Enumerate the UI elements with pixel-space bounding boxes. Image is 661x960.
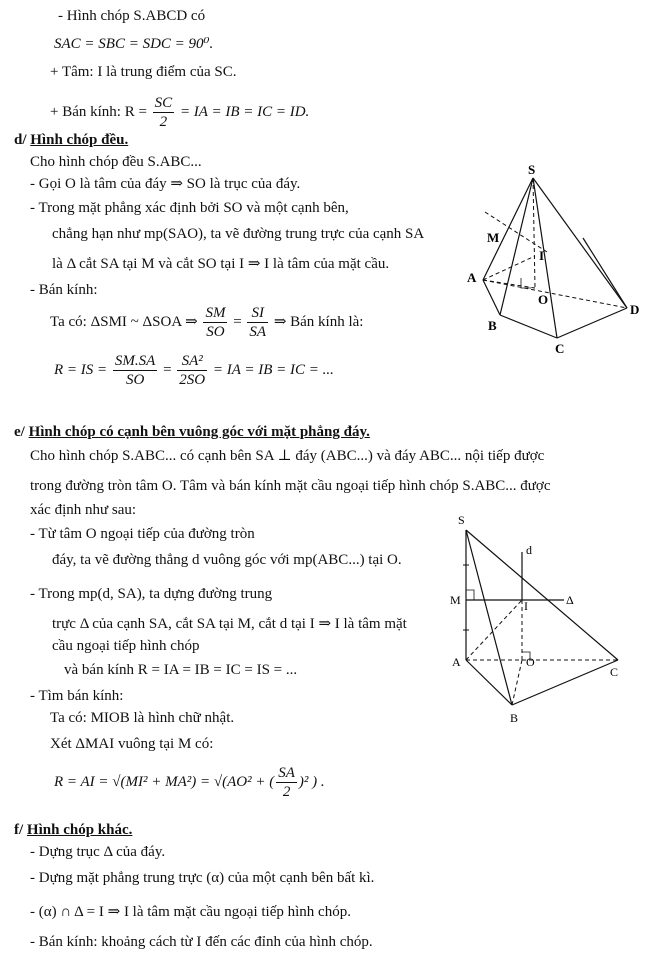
fig1-label-a: A xyxy=(467,270,477,285)
sec-d-line-2: - Gọi O là tâm của đáy ⇒ SO là trục của đáy. xyxy=(30,176,301,192)
sec-f-heading xyxy=(14,820,132,840)
sec-d-ratio-line xyxy=(50,300,363,344)
fig2-label-o: O xyxy=(526,655,535,669)
sec-d-radius-pre: R = IS = xyxy=(54,362,108,378)
sec-c-center: + Tâm: I là trung điểm của SC. xyxy=(50,64,237,80)
sec-d-title: Hình chóp đều. xyxy=(30,132,129,148)
sec-c-fraction: $\frac{SC}{2}$ xyxy=(154,95,173,131)
fig1-label-c: C xyxy=(555,341,565,356)
sec-d-radius-post: = IA = IB = IC = ... xyxy=(212,362,334,378)
sec-d-equals: = xyxy=(233,314,242,330)
figure-perpendicular-pyramid xyxy=(440,510,650,730)
sec-e-label: e/ xyxy=(14,424,25,440)
sec-e-line-6: - Trong mp(d, SA), ta dựng đường trung xyxy=(30,586,273,602)
sec-e-line-3: xác định như sau: xyxy=(30,502,137,518)
fig1-label-d: D xyxy=(630,302,640,317)
sec-f-line-4: - Bán kính: khoảng cách từ I đến các đỉnh của hình chóp. xyxy=(30,934,373,950)
sec-e-line-2: trong đường tròn tâm O. Tâm và bán kính mặt cầu ngoại tiếp hình chóp S.ABC... được xyxy=(30,478,551,494)
sec-d-radius-line: R = IS = $\frac{SM.SA}{SO}$ = $\frac{\text{SA²}}{2SO}$ = IA = IB = IC = ... xyxy=(54,353,334,389)
sec-e-title: Hình chóp có cạnh bên vuông góc với mặt phẳng đáy. xyxy=(28,424,370,440)
sec-d-ratio-pre: Ta có: ΔSMI ~ ΔSOA ⇒ xyxy=(50,314,198,330)
sec-c-radius-pre: + Bán kính: R = xyxy=(50,104,147,120)
sec-d-frac-sm-so: $\frac{SM}{SO}$ xyxy=(205,305,226,341)
sec-d-ratio-post: ⇒ Bán kính là: xyxy=(273,314,364,330)
sec-c-angles: SAC = SBC = SDC = 90⁰. xyxy=(54,36,214,52)
sec-d-heading xyxy=(14,130,128,150)
sec-d-line-1: Cho hình chóp đều S.ABC... xyxy=(30,154,202,170)
sec-c-radius-post: = IA = IB = IC = ID. xyxy=(179,104,310,120)
figure-regular-pyramid xyxy=(455,160,655,360)
fig2-label-a: A xyxy=(452,655,461,669)
fig1-label-i: I xyxy=(539,248,545,263)
sec-e-radius-formula xyxy=(54,758,325,806)
sec-d-frac-smsa: $\frac{SM.SA}{SO}$ xyxy=(114,353,156,389)
fig2-label-m: M xyxy=(450,593,461,607)
sec-c-radius xyxy=(50,90,309,134)
sec-d-frac-sa2: $\frac{\text{SA²}}{2SO}$ xyxy=(179,353,206,389)
sec-e-line-4: - Từ tâm O ngoại tiếp của đường tròn xyxy=(30,526,255,542)
sec-e-heading xyxy=(14,422,370,442)
fig2-label-c: C xyxy=(610,665,619,679)
sec-e-line-12: Xét ΔMAI vuông tại M có: xyxy=(50,736,214,752)
sec-d-line-3: - Trong mặt phẳng xác định bởi SO và một cạnh bên, xyxy=(30,200,349,216)
sec-d-line-5: là Δ cắt SA tại M và cắt SO tại I ⇒ I là tâm của mặt cầu. xyxy=(52,256,390,272)
fig1-label-o: O xyxy=(538,292,549,307)
sec-f-line-2: - Dựng mặt phẳng trung trực (α) của một cạnh bên bất kì. xyxy=(30,870,375,886)
sec-e-formula-pre: R = AI = √(MI² + MA²) = √(AO² + ( xyxy=(54,774,275,790)
sec-f-title: Hình chóp khác. xyxy=(26,822,133,838)
sec-e-formula-post: )² ) . xyxy=(298,774,325,790)
sec-e-line-1: Cho hình chóp S.ABC... có cạnh bên SA ⊥ đáy (ABC...) và đáy ABC... nội tiếp được xyxy=(30,448,545,464)
sec-e-line-11: Ta có: MIOB là hình chữ nhật. xyxy=(50,710,235,726)
fig2-label-s: S xyxy=(458,513,465,527)
sec-c-line-1: - Hình chóp S.ABCD có xyxy=(58,8,206,24)
sec-e-line-9: và bán kính R = IA = IB = IC = IS = ... xyxy=(64,662,298,678)
fig1-label-s: S xyxy=(528,162,536,177)
fig2-label-i: I xyxy=(524,599,528,613)
sec-e-line-5: đáy, ta vẽ đường thẳng d vuông góc với mp(ABC...) tại O. xyxy=(52,552,402,568)
sec-d-label: d/ xyxy=(14,132,27,148)
sec-e-line-7: trực Δ của cạnh SA, cắt SA tại M, cắt d tại I ⇒ I là tâm mặt xyxy=(52,616,407,632)
fig2-label-b: B xyxy=(510,711,519,725)
sec-e-line-8: cầu ngoại tiếp hình chóp xyxy=(52,638,200,654)
sec-f-line-3: - (α) ∩ Δ = I ⇒ I là tâm mặt cầu ngoại tiếp hình chóp. xyxy=(30,904,351,920)
sec-d-line-6: - Bán kính: xyxy=(30,282,98,298)
fig2-label-d: d xyxy=(526,543,532,557)
fig1-label-b: B xyxy=(488,318,497,333)
sec-e-line-10: - Tìm bán kính: xyxy=(30,688,124,704)
fig1-label-m: M xyxy=(487,230,500,245)
sec-d-frac-si-sa: $\frac{SI}{SA}$ xyxy=(249,305,267,341)
sec-d-line-4: chẳng hạn như mp(SAO), ta vẽ đường trung trực của cạnh SA xyxy=(52,226,425,242)
sec-f-label: f/ xyxy=(14,822,24,838)
fig2-label-delta: Δ xyxy=(566,593,574,607)
sec-f-line-1: - Dựng trục Δ của đáy. xyxy=(30,844,166,860)
sec-e-frac-sa2: $\frac{SA}{2}$ xyxy=(278,765,295,801)
